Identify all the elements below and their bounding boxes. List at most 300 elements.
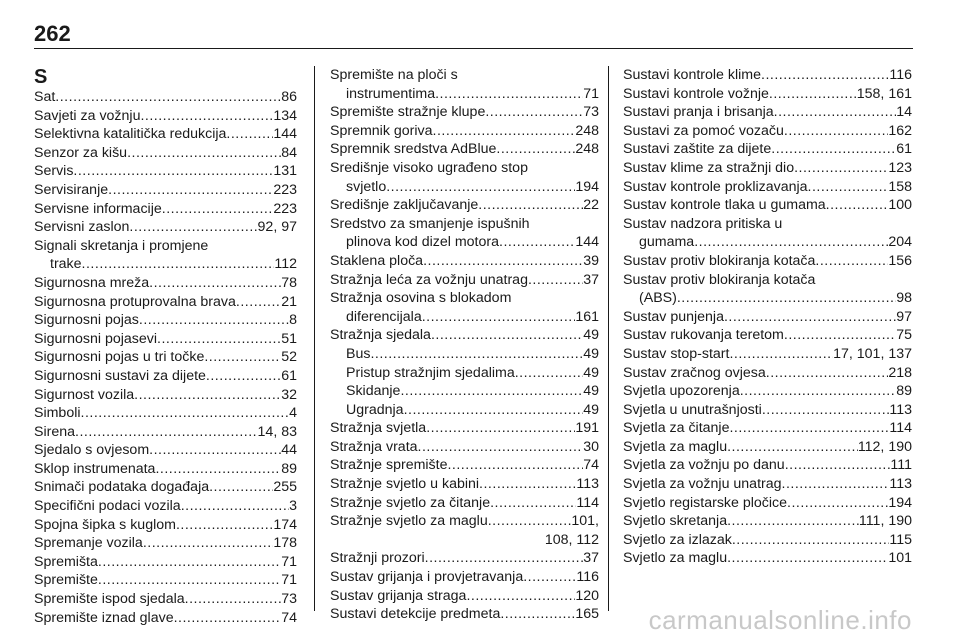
entry-page-ref: 3: [289, 498, 297, 515]
index-entry: [34, 330, 297, 349]
dot-leader: [499, 233, 575, 252]
entry-page-ref: 22: [583, 197, 599, 214]
index-subentry: [623, 233, 912, 252]
index-entry-heading: Spremište na ploči s: [330, 67, 458, 83]
index-entry: [623, 326, 912, 345]
dot-leader: [431, 326, 583, 345]
entry-term: Središnje zaključavanje: [330, 197, 479, 214]
dot-leader: [782, 475, 890, 494]
entry-term: Sustavi za pomoć vozaču: [623, 122, 784, 139]
dot-leader: [490, 494, 576, 513]
dot-leader: [422, 308, 576, 327]
index-entry: [34, 386, 297, 405]
dot-leader: [677, 289, 896, 308]
index-entry: [34, 144, 297, 163]
entry-page-ref: 112, 190: [857, 438, 912, 455]
entry-page-ref: 111, 190: [858, 513, 912, 530]
dot-leader: [769, 85, 857, 104]
index-entry: [623, 103, 912, 122]
entry-term: Spremište ispod sjedala: [34, 591, 185, 608]
index-entry: [330, 122, 599, 141]
entry-page-ref: 39: [583, 252, 599, 269]
index-subentry: [330, 364, 599, 383]
dot-leader: [81, 404, 290, 423]
entry-page-ref: 101,: [571, 513, 599, 530]
dot-leader: [732, 531, 890, 550]
index-entry: [34, 534, 297, 553]
entry-term: Sjedalo s ovjesom: [34, 442, 150, 459]
index-entry: [34, 274, 297, 293]
dot-leader: [808, 178, 889, 197]
index-entry: [34, 348, 297, 367]
entry-page-ref: 84: [281, 144, 297, 161]
dot-leader: [479, 475, 576, 494]
entry-page-ref: 144: [575, 234, 599, 251]
dot-leader: [515, 364, 583, 383]
entry-page-ref: 116: [576, 569, 599, 586]
dot-leader: [784, 122, 888, 141]
index-entry: [623, 531, 912, 550]
entry-page-ref: 131: [273, 163, 297, 180]
entry-page-ref: 52: [281, 349, 297, 366]
entry-term: Stražnje svjetlo u kabini: [330, 476, 480, 493]
entry-term: Svjetla za čitanje: [623, 420, 730, 437]
entry-page-ref: 32: [281, 386, 297, 403]
entry-term: Svjetlo za maglu: [623, 550, 728, 567]
entry-term: instrumentima: [346, 85, 436, 102]
dot-leader: [785, 456, 891, 475]
index-entry: [330, 605, 599, 624]
index-entry: [330, 196, 599, 215]
dot-leader: [787, 494, 888, 513]
dot-leader: [236, 293, 281, 312]
entry-term: Senzor za kišu: [34, 144, 128, 161]
index-column-2: [330, 66, 599, 624]
index-subentry: [330, 85, 599, 104]
entry-page-ref: 71: [583, 85, 599, 102]
dot-leader: [496, 140, 575, 159]
dot-leader: [435, 85, 583, 104]
index-entry: [34, 609, 297, 628]
index-entry-heading: Stražnja osovina s blokadom: [330, 290, 512, 307]
dot-leader: [724, 308, 896, 327]
dot-leader: [176, 516, 273, 535]
watermark: carmanualsonline.info: [648, 605, 912, 635]
entry-term: Skidanje: [346, 383, 401, 400]
entry-page-ref: 223: [273, 181, 297, 198]
index-subentry: [330, 308, 599, 327]
entry-term: Stražnja sjedala: [330, 327, 431, 344]
index-entry: [623, 438, 912, 457]
entry-page-ref: 158: [888, 178, 912, 195]
dot-leader: [206, 367, 281, 386]
dot-leader: [729, 345, 833, 364]
entry-term: Stražnja svjetla: [330, 420, 427, 437]
entry-term: Sigurnosna mreža: [34, 274, 150, 291]
dot-leader: [370, 345, 583, 364]
index-entry: [623, 308, 912, 327]
dot-leader: [740, 382, 896, 401]
entry-term: Svjetla u unutrašnjosti: [623, 401, 762, 418]
header-rule: [34, 48, 913, 49]
entry-page-ref: 194: [575, 178, 599, 195]
entry-term: gumama: [639, 234, 695, 251]
entry-page-ref: 75: [896, 327, 912, 344]
dot-leader: [826, 196, 889, 215]
entry-term: Sustavi kontrole vožnje: [623, 85, 769, 102]
dot-leader: [523, 568, 576, 587]
index-entry: [34, 125, 297, 144]
entry-page-ref: 204: [888, 234, 912, 251]
index-entry: [623, 345, 912, 364]
entry-term: Svjetla za vožnju unatrag: [623, 476, 782, 493]
index-entry: [623, 85, 912, 104]
section-letter: S: [34, 66, 48, 88]
index-entry: [34, 516, 297, 535]
dot-leader: [727, 512, 859, 531]
index-entry: [34, 107, 297, 126]
entry-page-ref: 120: [575, 587, 599, 604]
dot-leader: [433, 122, 576, 141]
entry-term: plinova kod dizel motora: [346, 234, 499, 251]
entry-term: Sustavi detekcije predmeta: [330, 606, 501, 623]
dot-leader: [149, 441, 281, 460]
entry-term: Stražnje svjetlo za maglu: [330, 513, 488, 530]
dot-leader: [761, 66, 889, 85]
entry-term: Svjetla za vožnju po danu: [623, 457, 785, 474]
index-entry: [330, 512, 599, 531]
entry-term: Sustav klime za stražnji dio: [623, 159, 795, 176]
entry-page-ref: 223: [273, 200, 297, 217]
index-entry: [330, 271, 599, 290]
index-column-3: [623, 66, 912, 568]
dot-leader: [162, 200, 274, 219]
index-entry: [623, 364, 912, 383]
entry-term: Sustav kontrole proklizavanja: [623, 178, 808, 195]
entry-term: Sigurnost vozila: [34, 386, 135, 403]
entry-term: Servis: [34, 163, 74, 180]
entry-term: Bus: [346, 345, 371, 362]
dot-leader: [784, 326, 896, 345]
dot-leader: [694, 233, 888, 252]
entry-term: Svjetla upozorenja: [623, 383, 740, 400]
dot-leader: [209, 478, 273, 497]
entry-term: (ABS): [639, 290, 677, 307]
index-entry: [34, 553, 297, 572]
dot-leader: [766, 364, 889, 383]
entry-page-ref: 158, 161: [856, 85, 912, 102]
page-number: 262: [34, 21, 71, 46]
column-divider: [608, 66, 609, 611]
entry-term: Servisni zaslon: [34, 219, 130, 236]
dot-leader: [418, 438, 584, 457]
entry-term: Stražnje svjetlo za čitanje: [330, 494, 491, 511]
index-entry-heading: Sredstvo za smanjenje ispušnih: [330, 215, 530, 232]
index-entry: [34, 293, 297, 312]
index-entry: [34, 571, 297, 590]
entry-term: Sustavi pranja i brisanja: [623, 104, 774, 121]
dot-leader: [500, 605, 575, 624]
dot-leader: [185, 590, 282, 609]
entry-page-ref: 51: [281, 330, 297, 347]
entry-page-ref: 61: [281, 367, 297, 384]
entry-term: Savjeti za vožnju: [34, 107, 141, 124]
index-entry: [330, 568, 599, 587]
dot-leader: [140, 107, 273, 126]
entry-page-ref: 49: [583, 345, 599, 362]
dot-leader: [815, 252, 888, 271]
dot-leader: [108, 181, 273, 200]
entry-term: Pristup stražnjim sjedalima: [346, 364, 515, 381]
entry-page-ref: 44: [281, 442, 297, 459]
dot-leader: [423, 252, 583, 271]
index-entry-heading: Središnje visoko ugrađeno stop: [330, 159, 528, 176]
index-entry-continuation: 108, 112: [544, 531, 599, 548]
entry-term: Stražnja leća za vožnju unatrag: [330, 271, 528, 288]
entry-term: Spremišta: [34, 553, 98, 570]
entry-term: Spremnik sredstva AdBlue: [330, 141, 497, 158]
index-entry: [623, 512, 912, 531]
dot-leader: [425, 549, 584, 568]
index-subentry: [330, 345, 599, 364]
index-entry: [330, 326, 599, 345]
dot-leader: [762, 401, 890, 420]
entry-page-ref: 114: [576, 494, 599, 511]
entry-term: Stražnja vrata: [330, 438, 418, 455]
entry-page-ref: 134: [273, 107, 297, 124]
dot-leader: [727, 438, 858, 457]
index-entry: [34, 478, 297, 497]
dot-leader: [729, 419, 889, 438]
dot-leader: [794, 159, 888, 178]
entry-page-ref: 4: [289, 405, 297, 422]
dot-leader: [204, 348, 281, 367]
entry-term: Svjetla za maglu: [623, 438, 728, 455]
index-subentry: [623, 289, 912, 308]
dot-leader: [426, 419, 575, 438]
index-entry-heading: Sustav protiv blokiranja kotača: [623, 271, 816, 288]
index-entry: [34, 162, 297, 181]
entry-page-ref: 8: [289, 312, 297, 329]
entry-page-ref: 191: [575, 420, 599, 437]
entry-term: Sigurnosni sustavi za dijete: [34, 367, 206, 384]
entry-term: Sustavi kontrole klime: [623, 67, 761, 83]
entry-term: Sklop instrumenata: [34, 460, 156, 477]
dot-leader: [155, 460, 281, 479]
entry-page-ref: 74: [281, 609, 297, 626]
dot-leader: [129, 218, 257, 237]
entry-term: Sustav grijanja i provjetravanja: [330, 569, 524, 586]
entry-page-ref: 37: [583, 550, 599, 567]
entry-page-ref: 248: [575, 122, 599, 139]
entry-page-ref: 14, 83: [257, 423, 297, 440]
entry-term: Sustav protiv blokiranja kotača: [623, 252, 816, 269]
entry-term: Spremište iznad glave: [34, 609, 174, 626]
index-entry: [34, 497, 297, 516]
entry-term: Sustav kontrole tlaka u gumama: [623, 197, 826, 214]
dot-leader: [400, 382, 583, 401]
entry-page-ref: 114: [889, 420, 912, 437]
entry-page-ref: 113: [889, 401, 912, 418]
index-entry: [330, 140, 599, 159]
index-subentry: [330, 401, 599, 420]
entry-page-ref: 21: [281, 293, 297, 310]
index-entry: [623, 475, 912, 494]
index-entry: [34, 311, 297, 330]
entry-page-ref: 89: [896, 383, 912, 400]
dot-leader: [134, 386, 281, 405]
entry-page-ref: 49: [583, 364, 599, 381]
entry-page-ref: 73: [583, 104, 599, 121]
entry-page-ref: 100: [888, 197, 912, 214]
dot-leader: [528, 271, 583, 290]
entry-term: Sustavi zaštite za dijete: [623, 141, 772, 158]
dot-leader: [157, 330, 281, 349]
entry-page-ref: 218: [888, 364, 912, 381]
entry-term: Stražnji prozori: [330, 550, 425, 567]
entry-page-ref: 98: [896, 290, 912, 307]
index-entry: [623, 122, 912, 141]
dot-leader: [127, 144, 281, 163]
entry-term: Sigurnosni pojas u tri točke: [34, 349, 205, 366]
dot-leader: [82, 255, 275, 274]
entry-page-ref: 194: [888, 494, 912, 511]
index-entry: [623, 140, 912, 159]
entry-term: Sirena: [34, 423, 76, 440]
entry-page-ref: 248: [575, 141, 599, 158]
entry-term: Specifični podaci vozila: [34, 498, 181, 515]
entry-page-ref: 174: [273, 516, 297, 533]
entry-page-ref: 112: [274, 256, 297, 273]
entry-term: Staklena ploča: [330, 252, 424, 269]
entry-page-ref: 165: [575, 606, 599, 623]
dot-leader: [75, 423, 258, 442]
entry-page-ref: 78: [281, 274, 297, 291]
dot-leader: [485, 103, 583, 122]
index-entry: [330, 549, 599, 568]
index-entry: [330, 419, 599, 438]
index-entry: [34, 423, 297, 442]
entry-page-ref: 37: [583, 271, 599, 288]
entry-term: Spremište stražnje klupe: [330, 104, 486, 121]
entry-page-ref: 178: [273, 535, 297, 552]
entry-page-ref: 162: [888, 122, 912, 139]
dot-leader: [139, 311, 289, 330]
entry-page-ref: 74: [583, 457, 599, 474]
entry-page-ref: 161: [575, 308, 599, 325]
entry-term: Ugradnja: [346, 401, 404, 418]
index-entry: [623, 196, 912, 215]
index-entry-heading: Signali skretanja i promjene: [34, 237, 209, 254]
entry-term: svjetlo: [346, 178, 387, 195]
entry-page-ref: 49: [583, 401, 599, 418]
index-entry: [330, 494, 599, 513]
entry-term: Spremnik goriva: [330, 122, 433, 139]
entry-term: Sigurnosni pojasevi: [34, 330, 158, 347]
entry-term: Svjetlo za izlazak: [623, 531, 732, 548]
index-entry: [34, 200, 297, 219]
entry-term: Svjetlo registarske pločice: [623, 494, 788, 511]
index-entry: [330, 456, 599, 475]
entry-term: Simboli: [34, 405, 81, 422]
entry-term: Spremanje vozila: [34, 535, 143, 552]
index-entry: [34, 181, 297, 200]
index-entry: [330, 587, 599, 606]
entry-page-ref: 49: [583, 383, 599, 400]
dot-leader: [774, 103, 897, 122]
entry-page-ref: 92, 97: [257, 219, 297, 236]
index-entry: [623, 66, 912, 85]
dot-leader: [73, 162, 273, 181]
index-entry: [34, 218, 297, 237]
dot-leader: [447, 456, 583, 475]
index-entry: [330, 438, 599, 457]
entry-term: Snimači podataka događaja: [34, 479, 210, 496]
entry-term: Sustav stop-start: [623, 345, 730, 362]
dot-leader: [771, 140, 896, 159]
dot-leader: [466, 587, 575, 606]
entry-page-ref: 116: [889, 67, 912, 83]
index-entry: [623, 382, 912, 401]
dot-leader: [727, 549, 888, 568]
index-subentry: [34, 255, 297, 274]
entry-term: Svjetlo skretanja: [623, 513, 728, 530]
index-entry: [623, 252, 912, 271]
index-subentry: [330, 382, 599, 401]
index-entry: [34, 590, 297, 609]
index-entry: [34, 441, 297, 460]
index-entry: [623, 494, 912, 513]
entry-term: Servisiranje: [34, 181, 109, 198]
entry-page-ref: 49: [583, 327, 599, 344]
dot-leader: [478, 196, 583, 215]
entry-page-ref: 255: [273, 479, 297, 496]
dot-leader: [149, 274, 281, 293]
dot-leader: [404, 401, 584, 420]
entry-term: Sat: [34, 89, 56, 105]
index-subentry: [330, 233, 599, 252]
entry-page-ref: 113: [889, 476, 912, 493]
entry-term: Sustav rukovanja teretom: [623, 327, 784, 344]
index-entry: [34, 460, 297, 479]
entry-page-ref: 97: [896, 308, 912, 325]
index-entry: [623, 401, 912, 420]
index-entry: [623, 178, 912, 197]
entry-page-ref: 156: [888, 252, 912, 269]
entry-page-ref: 73: [281, 591, 297, 608]
entry-page-ref: 71: [281, 553, 297, 570]
entry-page-ref: 30: [583, 438, 599, 455]
entry-page-ref: 115: [889, 531, 912, 548]
entry-page-ref: 89: [281, 460, 297, 477]
entry-page-ref: 101: [888, 550, 912, 567]
entry-term: Sustav grijanja straga: [330, 587, 467, 604]
index-entry: [34, 367, 297, 386]
dot-leader: [143, 534, 274, 553]
index-entry: [330, 252, 599, 271]
entry-page-ref: 61: [896, 141, 912, 158]
index-entry: [330, 103, 599, 122]
entry-term: Sigurnosni pojas: [34, 312, 139, 329]
entry-term: Stražnje spremište: [330, 457, 448, 474]
dot-leader: [386, 178, 575, 197]
entry-term: Sustav punjenja: [623, 308, 724, 325]
dot-leader: [98, 553, 281, 572]
entry-term: trake: [50, 256, 82, 273]
entry-term: diferencijala: [346, 308, 422, 325]
entry-term: Spojna šipka s kuglom: [34, 516, 176, 533]
dot-leader: [174, 609, 282, 628]
